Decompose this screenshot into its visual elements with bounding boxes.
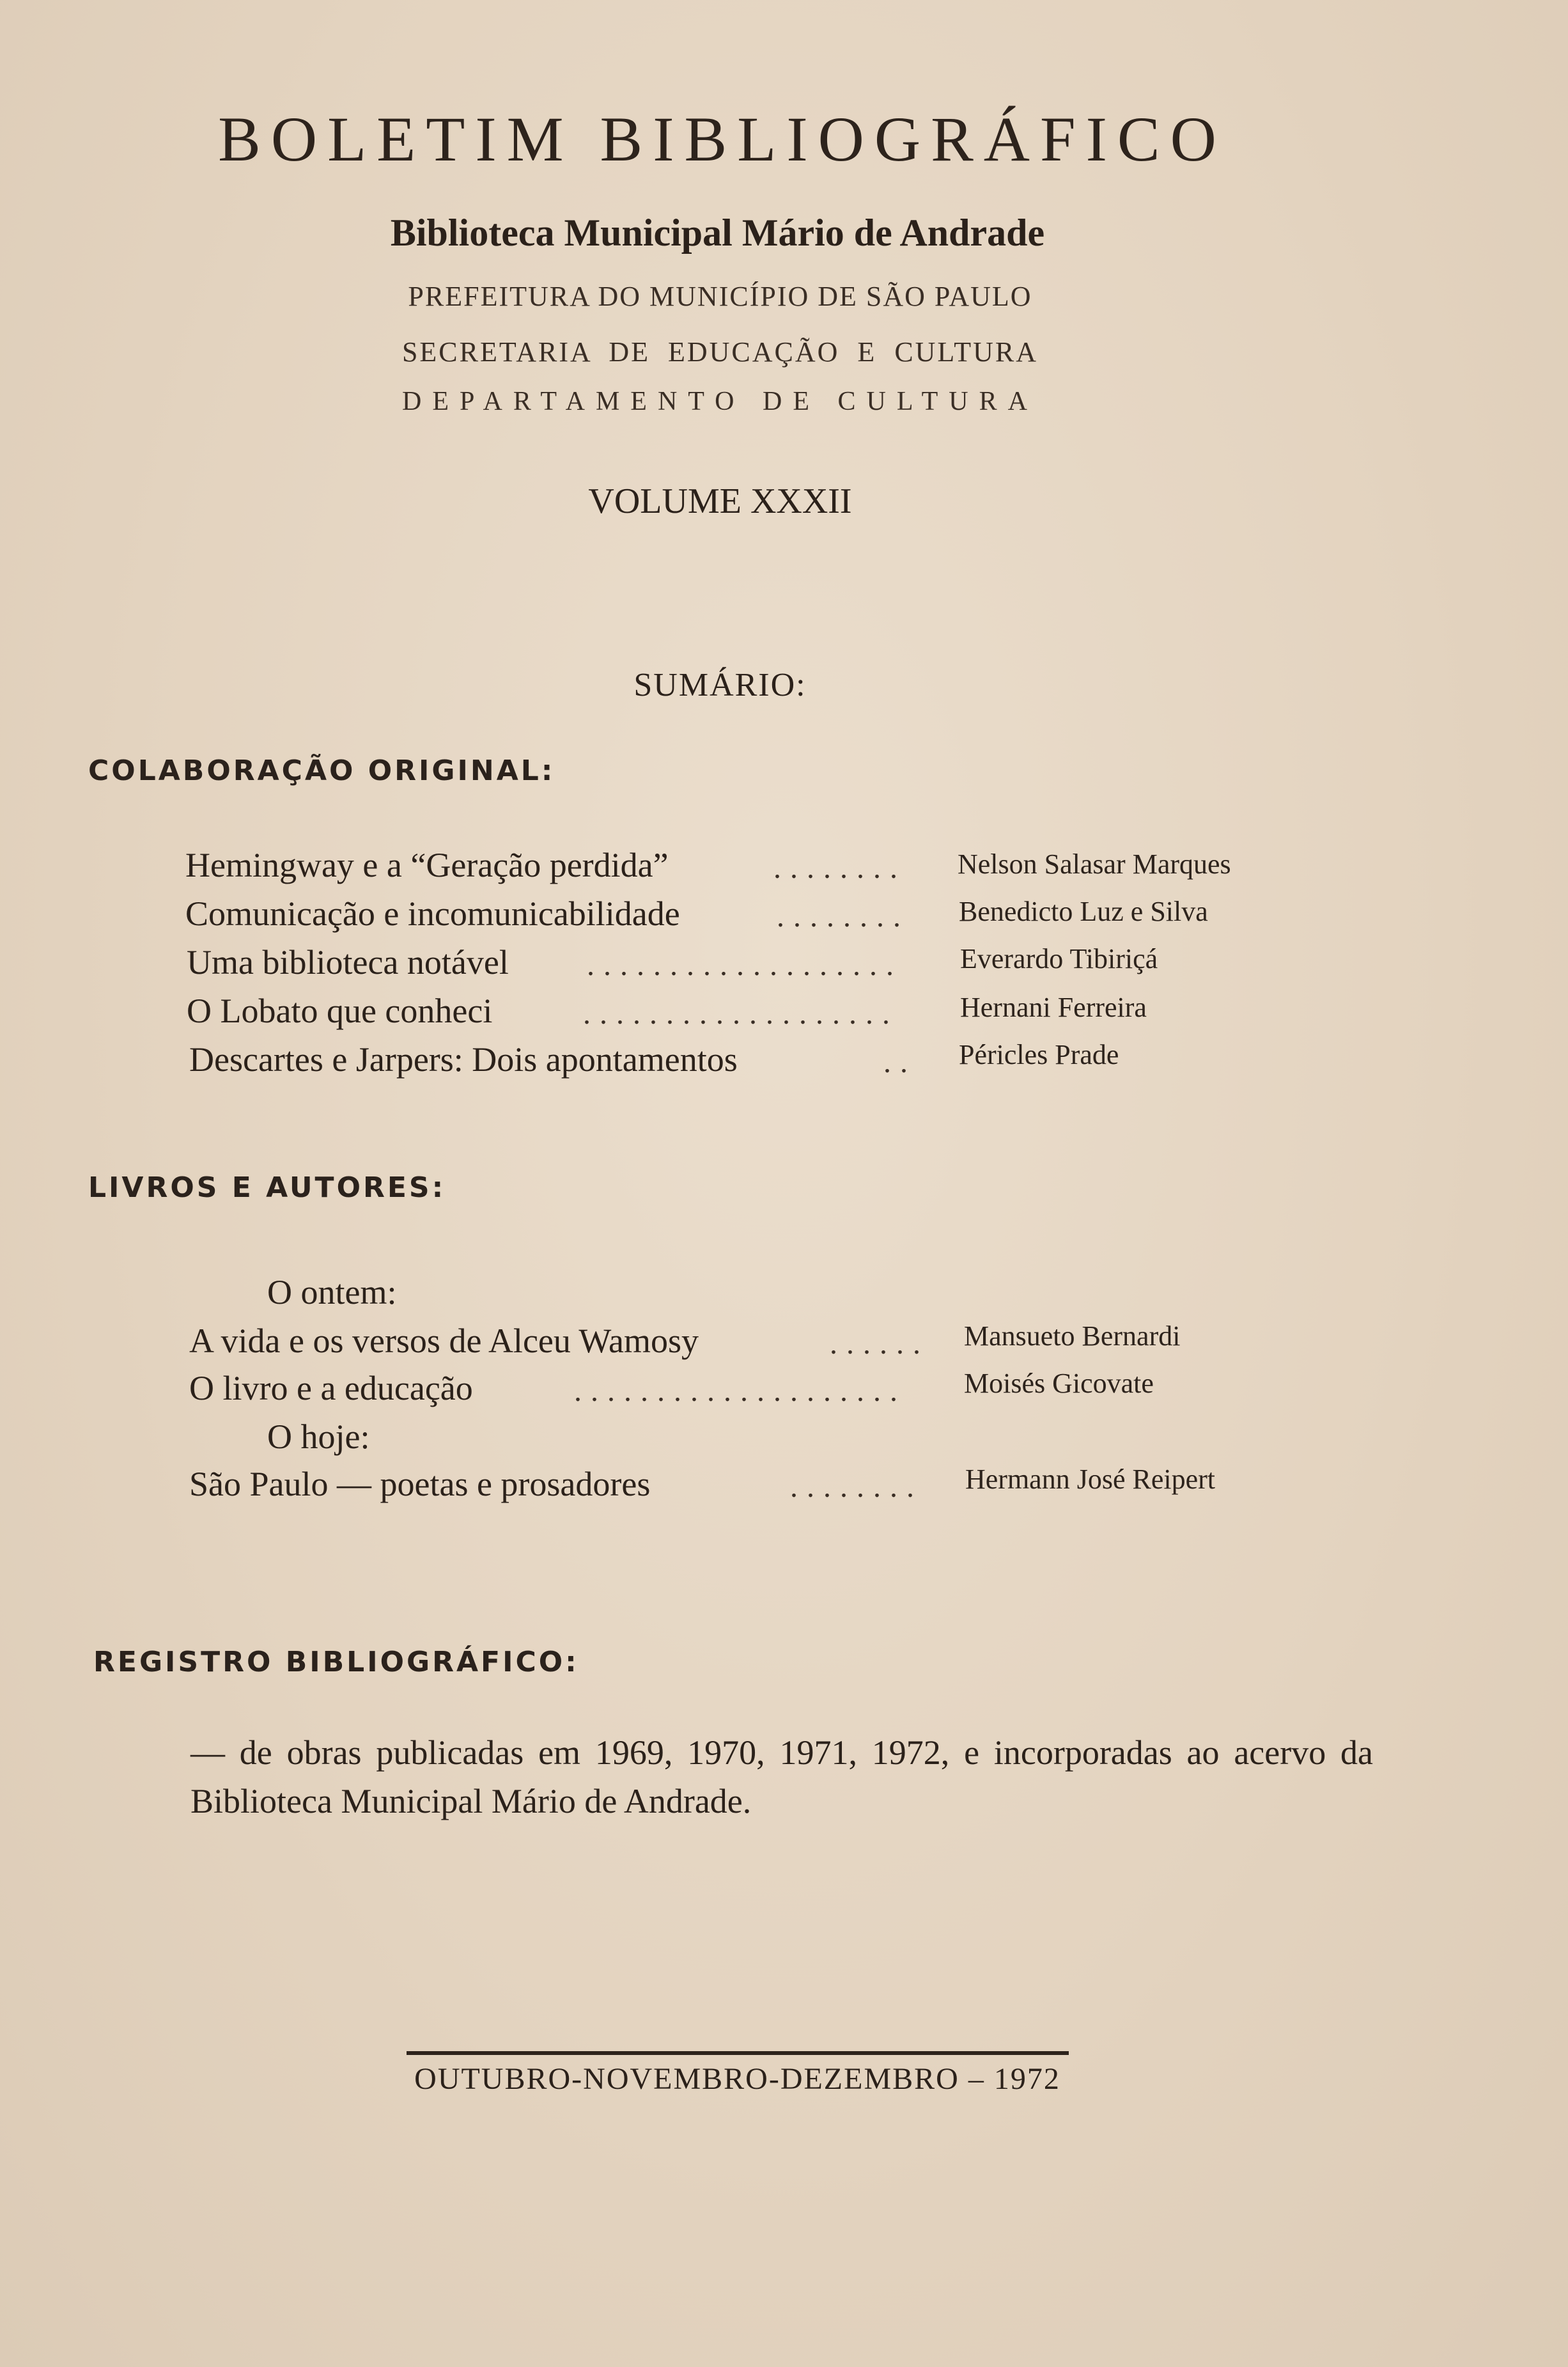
entry-author: Nelson Salasar Marques [958, 848, 1231, 880]
entry-author: Moisés Gicovate [964, 1368, 1154, 1399]
entry-title: Descartes e Jarpers: Dois apontamentos [189, 1040, 738, 1079]
leader-dots: ........ [790, 1470, 923, 1504]
entry-title: O Lobato que conheci [187, 992, 493, 1030]
volume-label: VOLUME XXXII [588, 481, 852, 521]
leader-dots: ................... [587, 948, 903, 982]
entry-title: Hemingway e a “Geração perdida” [185, 846, 669, 884]
entry-title: A vida e os versos de Alceu Wamosy [189, 1322, 699, 1360]
sumario-heading: SUMÁRIO: [633, 667, 807, 703]
registro-heading: REGISTRO BIBLIOGRÁFICO: [93, 1646, 579, 1678]
leader-dots: ................... [583, 997, 899, 1031]
entry-author: Benedicto Luz e Silva [959, 896, 1208, 927]
colaboracao-heading: COLABORAÇÃO ORIGINAL: [88, 754, 555, 787]
entry-title: Uma biblioteca notável [187, 943, 509, 981]
document-title: BOLETIM BIBLIOGRÁFICO [218, 104, 1227, 175]
entry-author: Hernani Ferreira [960, 992, 1147, 1023]
registro-paragraph: — de obras publicadas em 1969, 1970, 1971, 1972, e incorporadas ao acervo da Biblioteca Municipal Mário de Andrade. [190, 1733, 1373, 1820]
library-name: Biblioteca Municipal Mário de Andrade [390, 212, 1045, 254]
entry-title: Comunicação e incomunicabilidade [185, 894, 680, 933]
entry-title: São Paulo — poetas e prosadores [189, 1465, 651, 1503]
leader-dots: .................... [574, 1374, 906, 1408]
leader-dots: .. [883, 1045, 917, 1079]
leader-dots: ........ [777, 900, 910, 934]
livros-heading: LIVROS E AUTORES: [88, 1171, 446, 1204]
secretaria-line: SECRETARIA DE EDUCAÇÃO E CULTURA [401, 336, 1039, 368]
entry-author: Péricles Prade [959, 1039, 1119, 1070]
entry-author: Hermann José Reipert [965, 1464, 1215, 1495]
ontem-label: O ontem: [267, 1273, 397, 1311]
entry-author: Everardo Tibiriçá [960, 943, 1158, 974]
entry-author: Mansueto Bernardi [964, 1320, 1181, 1352]
leader-dots: ........ [773, 851, 906, 885]
issue-date: OUTUBRO-NOVEMBRO-DEZEMBRO – 1972 [414, 2062, 1060, 2096]
prefeitura-line: PREFEITURA DO MUNICÍPIO DE SÃO PAULO [408, 281, 1032, 312]
leader-dots: ...... [830, 1327, 929, 1361]
hoje-label: O hoje: [267, 1418, 370, 1456]
entry-title: O livro e a educação [189, 1369, 473, 1407]
departamento-line: DEPARTAMENTO DE CULTURA [402, 387, 1038, 416]
footer-rule [407, 2051, 1069, 2055]
